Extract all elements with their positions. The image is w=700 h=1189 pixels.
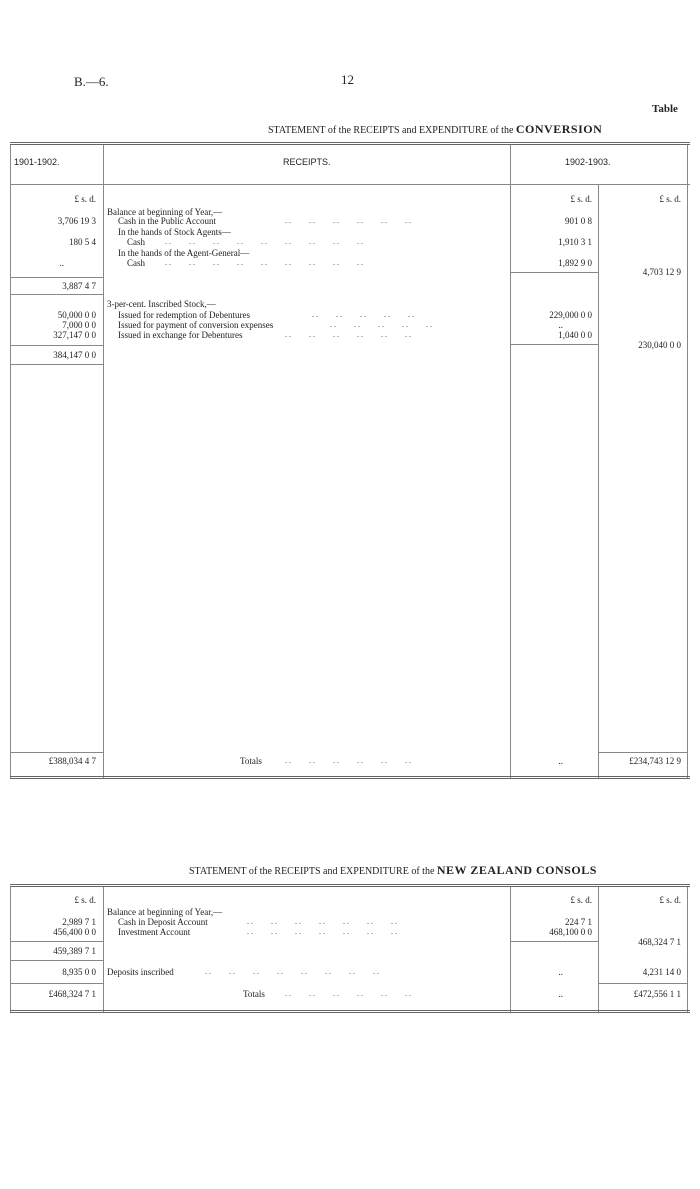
section2-title	[189, 863, 597, 878]
column-header-receipts: RECEIPTS.	[283, 157, 331, 167]
s2-left-deposits: 8,935 0 0	[62, 967, 96, 977]
left-exchange: 327,147 0 0	[53, 330, 96, 340]
left-cash-2: ..	[59, 258, 64, 268]
totals-label: Totals	[240, 756, 262, 766]
lsd-header-left: £ s. d.	[74, 194, 96, 204]
section1-title	[268, 122, 602, 137]
mid-redemption: 229,000 0 0	[549, 310, 592, 320]
s2-right-subtotal: 468,324 7 1	[638, 937, 681, 947]
column-header-1902: 1902-1903.	[565, 157, 611, 167]
s2-row-balance: Balance at beginning of Year,—	[107, 907, 223, 917]
section2-title-bold: NEW ZEALAND CONSOLS	[436, 863, 597, 877]
left-payment: 7,000 0 0	[62, 320, 96, 330]
s2-right-total: £472,556 1 1	[633, 989, 681, 999]
s2-row-investment: Investment Account	[118, 927, 191, 937]
s2-left-subtotal: 459,389 7 1	[53, 946, 96, 956]
page-reference: B.—6.	[74, 74, 109, 89]
row-issued-exchange: Issued in exchange for Debentures	[118, 330, 243, 340]
s2-mid-total: ..	[558, 989, 563, 999]
s2-row-deposits: Deposits inscribed	[107, 967, 174, 977]
right-total: £234,743 12 9	[629, 756, 681, 766]
row-issued-redemption: Issued for redemption of Debentures	[118, 310, 250, 320]
row-stock-agents: In the hands of Stock Agents—	[118, 227, 231, 237]
s2-left-investment: 456,400 0 0	[53, 927, 96, 937]
section1-title-bold: CONVERSION	[515, 122, 603, 136]
mid-payment: ..	[558, 320, 563, 330]
row-balance: Balance at beginning of Year,—	[107, 207, 223, 217]
s2-left-total: £468,324 7 1	[48, 989, 96, 999]
s2-left-cash-deposit: 2,989 7 1	[62, 917, 96, 927]
right-subtotal: 4,703 12 9	[642, 267, 681, 277]
mid-cash-2: 1,892 9 0	[558, 258, 592, 268]
right-subtotal-2: 230,040 0 0	[638, 340, 681, 350]
lsd-header-right: £ s. d.	[659, 194, 681, 204]
left-cash-1: 180 5 4	[69, 237, 96, 247]
section1-title-prefix: STATEMENT of the RECEIPTS and EXPENDITURE of the	[268, 125, 514, 136]
page-number: 12	[341, 72, 354, 87]
row-inscribed-stock: 3-per-cent. Inscribed Stock,—	[107, 299, 216, 309]
mid-cash-1: 1,910 3 1	[558, 237, 592, 247]
s2-mid-investment: 468,100 0 0	[549, 927, 592, 937]
row-agent-general: In the hands of the Agent-General—	[118, 248, 250, 258]
left-subtotal-2: 384,147 0 0	[53, 350, 96, 360]
lsd-header-mid: £ s. d.	[570, 194, 592, 204]
mid-cash-public: 901 0 8	[565, 216, 592, 226]
row-cash-2: Cash	[127, 258, 145, 268]
row-issued-payment: Issued for payment of conversion expenses	[118, 320, 274, 330]
row-cash-public: Cash in the Public Account	[118, 216, 216, 226]
left-subtotal: 3,887 4 7	[62, 281, 96, 291]
mid-exchange: 1,040 0 0	[558, 330, 592, 340]
s2-lsd-header-right: £ s. d.	[659, 895, 681, 905]
left-total: £388,034 4 7	[48, 756, 96, 766]
s2-mid-cash-deposit: 224 7 1	[565, 917, 592, 927]
s2-totals-label: Totals	[243, 989, 265, 999]
left-redemption: 50,000 0 0	[57, 310, 96, 320]
table-label: Table	[652, 103, 678, 115]
section2-title-prefix: STATEMENT of the RECEIPTS and EXPENDITURE of the	[189, 866, 435, 877]
s2-row-cash-deposit: Cash in Deposit Account	[118, 917, 208, 927]
s2-lsd-header-mid: £ s. d.	[570, 895, 592, 905]
column-header-1901: 1901-1902.	[14, 157, 60, 167]
s2-right-deposits: 4,231 14 0	[642, 967, 681, 977]
left-cash-public: 3,706 19 3	[57, 216, 96, 226]
s2-lsd-header-left: £ s. d.	[74, 895, 96, 905]
s2-mid-deposits: ..	[558, 967, 563, 977]
row-cash-1: Cash	[127, 237, 145, 247]
mid-total: ..	[558, 756, 563, 766]
